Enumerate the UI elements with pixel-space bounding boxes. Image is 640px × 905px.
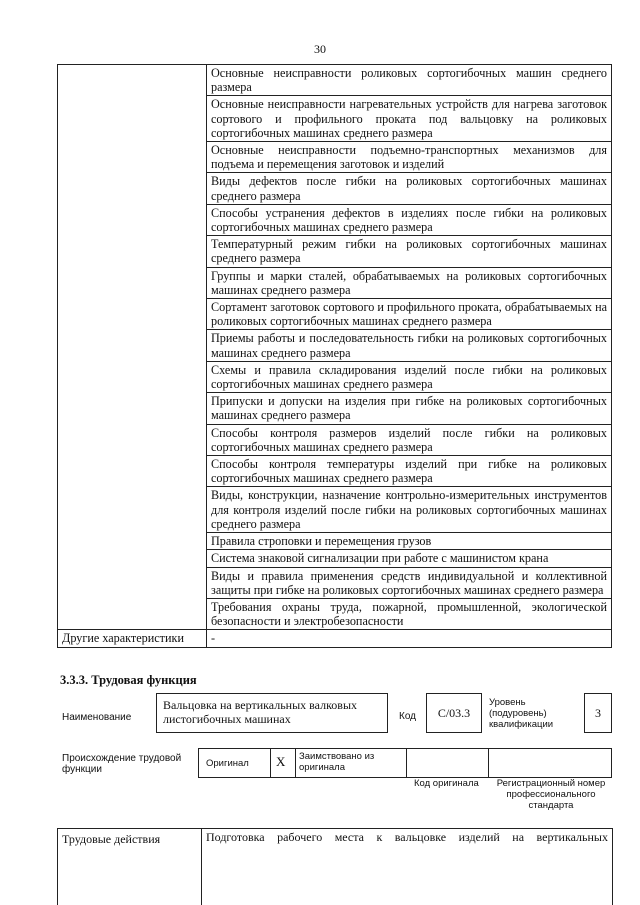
function-name: Вальцовка на вертикальных валковых листогибочных машинах <box>163 698 358 726</box>
knowledge-item: Система знаковой сигнализации при работе с машинистом крана <box>207 550 612 567</box>
knowledge-row <box>58 65 612 96</box>
other-row <box>58 630 612 647</box>
knowledge-item: Виды и правила применения средств индивидуальной и коллективной защиты при гибке на роликовых сортогибочных машинах среднего размера <box>207 567 612 598</box>
actions-label: Трудовые действия <box>62 832 161 846</box>
origin-label: Происхождение трудовой функции <box>62 753 182 775</box>
other-value: - <box>207 630 612 647</box>
knowledge-item: Основные неисправности нагревательных устройств для нагрева заготовок сортового и профильного проката под вальцовку на роликовых сортогибочных машинах среднего размера <box>207 96 612 142</box>
name-label: Наименование <box>62 712 132 723</box>
function-name-box <box>156 693 388 733</box>
knowledge-item: Виды, конструкции, назначение контрольно-измерительных инструментов для контроля изделий после гибки на роликовых сортогибочных машинах среднего размера <box>207 487 612 533</box>
knowledge-item: Сортамент заготовок сортового и профильного проката, обрабатываемых на роликовых сортогибочных машинах среднего размера <box>207 299 612 330</box>
original-mark: X <box>276 754 286 769</box>
origin-table <box>198 748 612 778</box>
knowledge-item: Приемы работы и последовательность гибки на роликовых сортогибочных машинах среднего размера <box>207 330 612 361</box>
knowledge-item: Основные неисправности подъемно-транспортных механизмов для подъема и перемещения заготовок и изделий <box>207 142 612 173</box>
knowledge-item: Температурный режим гибки на роликовых сортогибочных машинах среднего размера <box>207 236 612 267</box>
knowledge-item: Схемы и правила складирования изделий после гибки на роликовых сортогибочных машинах среднего размера <box>207 361 612 392</box>
knowledge-label-cell <box>58 65 207 630</box>
knowledge-item: Способы контроля температуры изделий при гибке на роликовых сортогибочных машинах среднего размера <box>207 456 612 487</box>
code-box <box>426 693 482 733</box>
page-number: 30 <box>314 42 326 56</box>
level-value: 3 <box>595 706 601 720</box>
code-label: Код <box>399 711 417 722</box>
section-title: 3.3.3. Трудовая функция <box>60 673 197 687</box>
knowledge-item: Требования охраны труда, пожарной, промышленной, экологической безопасности и электробезопасности <box>207 598 612 629</box>
knowledge-item: Правила строповки и перемещения грузов <box>207 533 612 550</box>
level-label: Уровень (подуровень) квалификации <box>489 697 554 730</box>
original-label: Оригинал <box>206 758 249 769</box>
knowledge-item: Виды дефектов после гибки на роликовых сортогибочных машинах среднего размера <box>207 173 612 204</box>
code-original-caption: Код оригинала <box>414 778 479 789</box>
knowledge-table <box>57 64 612 648</box>
borrowed-label: Заимствовано из оригинала <box>299 751 375 773</box>
other-label: Другие характеристики <box>58 630 207 647</box>
knowledge-item: Группы и марки сталей, обрабатываемых на роликовых сортогибочных машинах среднего размера <box>207 267 612 298</box>
knowledge-item: Основные неисправности роликовых сортогибочных машин среднего размера <box>207 65 612 96</box>
knowledge-item: Способы контроля размеров изделий после гибки на роликовых сортогибочных машинах среднего размера <box>207 424 612 455</box>
knowledge-item: Припуски и допуски на изделия при гибке на роликовых сортогибочных машинах среднего размера <box>207 393 612 424</box>
level-box <box>584 693 612 733</box>
knowledge-item: Способы устранения дефектов в изделиях после гибки на роликовых сортогибочных машинах среднего размера <box>207 204 612 235</box>
reg-number-caption: Регистрационный номер профессионального стандарта <box>496 778 606 811</box>
code-value: С/03.3 <box>437 706 471 720</box>
actions-first: Подготовка рабочего места к вальцовке изделий на вертикальных <box>206 830 608 844</box>
